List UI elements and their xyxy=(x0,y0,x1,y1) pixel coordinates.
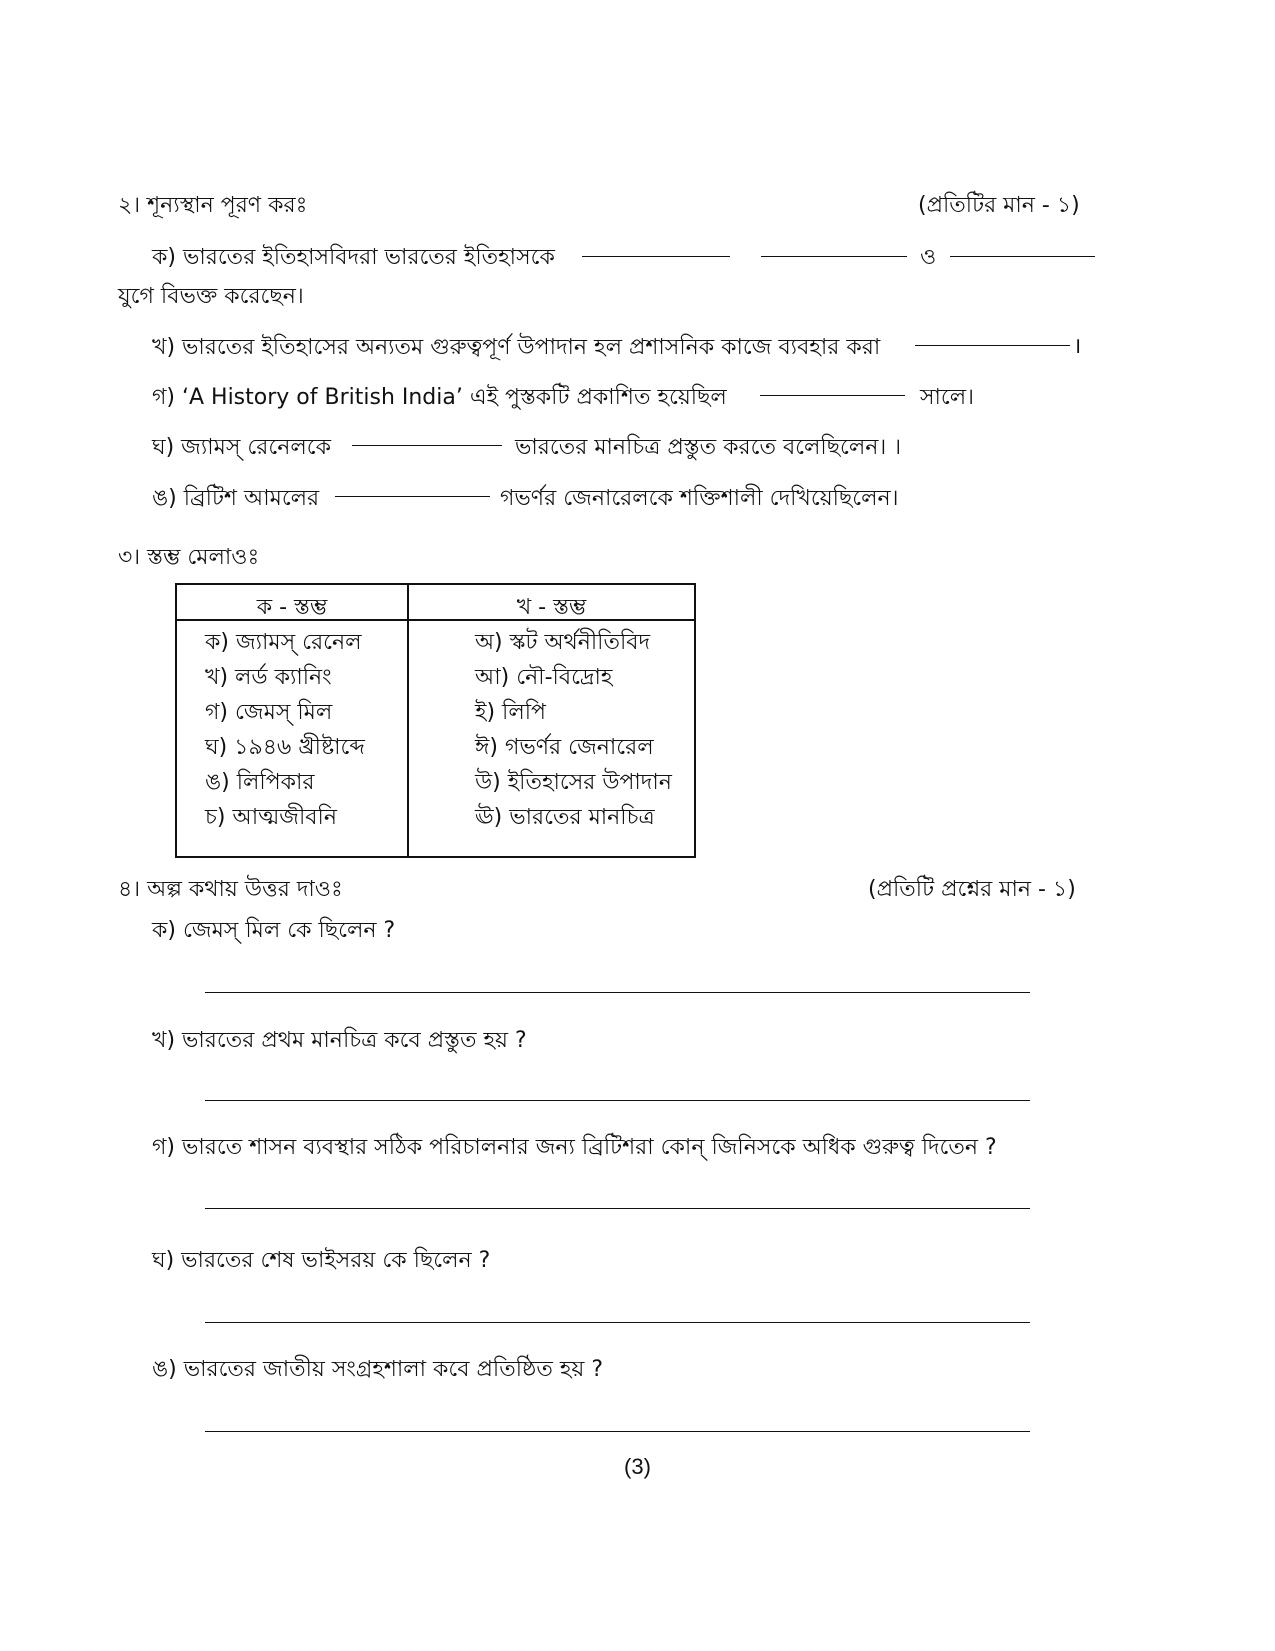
col-a-item: ঙ) লিপিকার xyxy=(205,770,315,795)
answer-line xyxy=(205,992,1030,993)
fill-item-ka: ক) ভারতের ইতিহাসবিদরা ভারতের ইতিহাসকে xyxy=(152,245,555,270)
fill-item-ka-and: ও xyxy=(920,245,937,270)
fill-item-gha-end: ভারতের মানচিত্র প্রস্তুত করতে বলেছিলেন। । xyxy=(515,435,902,460)
answer-line xyxy=(205,1431,1030,1432)
answer-line xyxy=(205,1322,1030,1323)
blank-line xyxy=(915,345,1070,346)
question-gha: ঘ) ভারতের শেষ ভাইসরয় কে ছিলেন ? xyxy=(152,1248,491,1273)
col-a-item: ক) জ্যামস্ রেনেল xyxy=(205,630,362,655)
fill-item-ga-end: সালে। xyxy=(920,385,975,410)
col-b-item: আ) নৌ-বিদ্রোহ xyxy=(475,665,613,690)
col-b-item: ই) লিপি xyxy=(475,700,546,725)
fill-item-ka-cont: যুগে বিভক্ত করেছেন। xyxy=(118,284,304,309)
question-kha: খ) ভারতের প্রথম মানচিত্র কবে প্রস্তুত হয় ? xyxy=(152,1028,527,1053)
section2-marks: (প্রতিটির মান - ১) xyxy=(918,193,1080,218)
col-b-item: অ) স্কট অর্থনীতিবিদ xyxy=(475,630,651,655)
fill-item-gha: ঘ) জ্যামস্ রেনেলকে xyxy=(152,435,331,460)
col-a-item: চ) আত্মজীবনি xyxy=(205,805,337,830)
fill-item-kha: খ) ভারতের ইতিহাসের অন্যতম গুরুত্বপূর্ণ উপাদান হল প্রশাসনিক কাজে ব্যবহার করা xyxy=(152,335,881,360)
col-a-header: ক - স্তম্ভ xyxy=(256,595,328,620)
answer-line xyxy=(205,1208,1030,1209)
col-b-header: খ - স্তম্ভ xyxy=(516,595,587,620)
col-b-item: ঈ) গভর্ণর জেনারেল xyxy=(475,735,654,760)
section4-title: ৪। অল্প কথায় উত্তর দাওঃ xyxy=(118,877,343,902)
blank-line xyxy=(761,256,907,257)
blank-line xyxy=(950,256,1095,257)
fill-item-kha-end: । xyxy=(1073,334,1082,359)
col-a-item: খ) লর্ড ক্যানিং xyxy=(205,665,332,690)
fill-item-ga: গ) ‘A History of British India’ এই পুস্তকটি প্রকাশিত হয়েছিল xyxy=(152,385,727,410)
section4-marks: (প্রতিটি প্রশ্নের মান - ১) xyxy=(868,877,1076,902)
question-nga: ঙ) ভারতের জাতীয় সংগ্রহশালা কবে প্রতিষ্ঠিত হয় ? xyxy=(152,1357,604,1382)
fill-item-nga: ঙ) ব্রিটিশ আমলের xyxy=(152,486,320,511)
section2-title: ২। শূন্যস্থান পূরণ করঃ xyxy=(118,193,308,218)
blank-line xyxy=(352,445,502,446)
col-a-item: ঘ) ১৯৪৬ খ্রীষ্টাব্দে xyxy=(205,735,365,760)
col-b-item: ঊ) ভারতের মানচিত্র xyxy=(475,805,655,830)
page-number: (3) xyxy=(624,1454,651,1479)
table-header-divider xyxy=(177,619,694,621)
table-column-divider xyxy=(407,585,409,856)
blank-line xyxy=(582,256,730,257)
col-a-item: গ) জেমস্ মিল xyxy=(205,700,333,725)
blank-line xyxy=(760,395,905,396)
match-table xyxy=(175,583,696,858)
question-ga: গ) ভারতে শাসন ব্যবস্থার সঠিক পরিচালনার জন্য ব্রিটিশরা কোন্ জিনিসকে অধিক গুরুত্ব দিতেন ? xyxy=(152,1135,997,1160)
answer-line xyxy=(205,1100,1030,1101)
question-ka: ক) জেমস্ মিল কে ছিলেন ? xyxy=(152,918,396,943)
fill-item-nga-end: গভর্ণর জেনারেলকে শক্তিশালী দেখিয়েছিলেন। xyxy=(500,486,899,511)
col-b-item: উ) ইতিহাসের উপাদান xyxy=(475,770,672,795)
blank-line xyxy=(335,496,490,497)
section3-title: ৩। স্তম্ভ মেলাওঃ xyxy=(118,545,260,570)
